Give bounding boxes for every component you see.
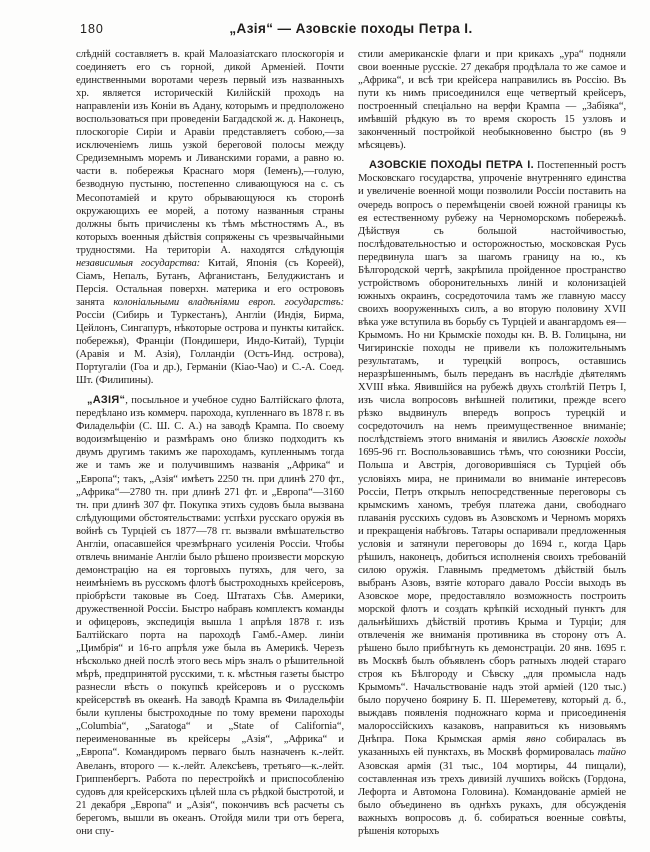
entry-heading: „АЗІЯ“ xyxy=(87,394,126,407)
entry-heading: АЗОВСКІЕ ПОХОДЫ ПЕТРА I. xyxy=(369,159,534,172)
text-segment: стили американскіе флаги и при крикахъ „ура“ подняли свои военные русскіе. 27 декабря продѣлала то же самое и „Африка“, и всѣ три крейсера направились въ Россію. Въ пути къ нимъ присоединился еще четвертый крейсеръ, построенный спеціально на верфи Крампа — „Забіяка“, имѣвшій рѣдкую въ то время скорость 15 узловъ и законченный постройкой необыкновенно быстро (въ 9 мѣсяцевъ). xyxy=(358,49,626,152)
page-number: 180 xyxy=(80,22,104,36)
left-column xyxy=(76,48,344,838)
text-segment: Азовскіе походы xyxy=(552,434,626,446)
right-column xyxy=(358,48,626,838)
text-segment: явно xyxy=(526,734,546,746)
text-columns xyxy=(76,48,626,838)
text-segment: тайно xyxy=(597,747,626,759)
text-segment: 1695-96 гг. Воспользовавшись тѣмъ, что союзники Россіи, Польша и Австрія, договорившіяся съ Турціей объ условіяхъ мира, не принимали во вниманіе интересовъ Россіи, Петръ открылъ непосредственные переговоры съ крымскимъ ханомъ, требуя платежа дани, свободнаго плаванія русскихъ судовъ въ Азовскомъ и Черномъ моряхъ и прекращенія набѣговъ. Татары оспаривали предложенныя условія и затянули переговоры до 1694 г., когда Царь рѣшилъ, наконецъ, добиться исполненія своихъ требованій силою оружія. Главнымъ предметомъ дѣйствій былъ выбранъ Азовъ, взятіе котораго давало Россіи выходъ въ Азовское море, предоставляло возможность построить морской флотъ и создать крѣпкій исходный пунктъ для дальнѣйшихъ дѣйствій противъ Крыма и Турціи; для отвлеченія же вниманія противника въ сторону отъ А. рѣшено было прибѣгнуть къ демонстраціи. 20 янв. 1695 г. въ Москвѣ былъ объявленъ сборъ ратныхъ людей стараго строя къ Бѣлгороду и Сѣвску „для промысла надъ Крымомъ“. Начальствованіе надъ этой арміей (120 тыс.) было поручено боярину Б. П. Шереметеву, который д. б., выждавъ появленія подножнаго корма и присоединенія малороссійскихъ казаковъ, направиться къ низовьямъ Днѣпра. Пока Крымская армія xyxy=(358,447,626,746)
entry-azia-geography-continuation xyxy=(76,48,344,387)
page-header xyxy=(76,20,626,44)
text-segment: независимыя государства: xyxy=(76,257,201,269)
entry-azia-ship-continuation xyxy=(358,48,626,152)
text-segment: Россіи (Сибирь и Туркестанъ), Англіи (Индія, Бирма, Цейлонъ, Сингапуръ, нѣкоторые острова и пункты китайск. побережья), Франціи (Пондишери, Индо-Китай), Турціи (Аравія и М. Азія), Голландіи (Остъ-Инд. острова), Португаліи (Гоа и др.), Германіи (Кіао-Чао) и С.-А. Соед. Шт. (Филипины). xyxy=(76,309,344,387)
text-segment: , посыльное и учебное судно Балтійскаго флота, передѣлано изъ коммерч. парохода, купленнаго въ 1878 г. въ Филадельфіи (С. Ш. С. А.) на заводѣ Крампа. По своему водоизмѣщенію и размѣрамъ оно близко подходитъ къ двумъ другимъ такимъ же пароходамъ, купленнымъ тогда же и тамъ же и получившимъ названія „Африка“ и „Европа“; такъ, „Азія“ имѣетъ 2250 тн. при длинѣ 270 фт., „Африка“—2780 тн. при длинѣ 271 фт. и „Европа“—3160 тн. при длинѣ 307 фт. Покупка этихъ судовъ была вызвана слѣдующими обстоятельствами: успѣхи русскаго оружія въ войнѣ съ Турціей съ 1877—78 гг. вызвали вмѣшательство Англіи, опасавшейся чрезмѣрнаго усиленія Россіи. Чтобы отвлечь вниманіе Англіи было рѣшено произвести морскую демонстрацію на ея торговыхъ путяхъ, для чего, за неимѣніемъ въ русскомъ флотѣ быстроходныхъ крейсеровъ, пріобрѣсти таковые въ Соед. Штатахъ Сѣв. Америки, дружественной Россіи. Быстро набравъ комплектъ команды и офицеровъ, экспедиція вышла 1 апрѣля 1878 г. изъ Балтійскаго порта на пароходѣ Гамб.-Амер. линіи „Цимбрія“ и 16-го апрѣля уже была въ Америкѣ. Черезъ нѣсколько дней послѣ этого весь міръ зналъ о рѣшительной мѣрѣ, предпринятой русскими, т. к. мѣстныя газеты быстро разнесли вѣсть о покупкѣ крейсеровъ и о русскомъ крейсерствѣ въ океанѣ. На заводѣ Крампа въ Филадельфіи были куплены быстроходные по тому времени пароходы „Columbia“, „Saratoga“ и „State of California“, переименованные въ крейсеры „Азія“, „Африка“ и „Европа“. Командиромъ перваго былъ назначенъ к.-лейт. Авеланъ, второго — к.-лейт. Алексѣевъ, третьяго—к.-лейт. Гриппенбергъ. Работа по перестройкѣ и приспособленію судовъ для крейсерскихъ цѣлей шла съ рѣдкой быстротой, и 21 декабря „Европа“ и „Азія“, покончивъ всѣ расчеты съ берегомъ, вышли въ океанъ. Отойдя мили три отъ берега, они спу- xyxy=(76,395,344,837)
running-title: „Азія“ — Азовскіе походы Петра I. xyxy=(229,21,473,36)
entry-azov-campaigns xyxy=(358,159,626,837)
text-segment: Постепенный ростъ Московскаго государства, упроченіе внутренняго единства и увеличеніе военной мощи позволили Россіи поставить на очередь вопросъ о перемѣщеніи своей южной границы къ ея естественному рубежу на Черноморскомъ побережьѣ. Дѣйствуя съ большой настойчивостью, послѣдовательностью и осторожностью, московская Русь передвинула шагъ за шагомъ границу на ю., къ Бѣлгородской чертѣ, закрѣпила пройденное пространство устройствомъ оборонительныхъ линій и колонизаціей южныхъ окраинъ, сосредоточила тамъ же главную массу своихъ вооруженныхъ силъ, а во вторую половину XVII вѣка уже вступила въ борьбу съ Турціей и авангардомъ ея—Крымомъ. Но ни Крымскіе походы кн. В. В. Голицына, ни Чигиринскіе походы не привели къ положительнымъ результатамъ, и турецкій вопросъ, оставшись неразрѣшеннымъ, былъ переданъ въ наслѣдіе дѣятелямъ XVIII вѣка. Явившійся на рубежѣ двухъ столѣтій Петръ I, изъ числа вопросовъ внѣшней политики, прежде всего рѣзко выдвинулъ впередъ вопросъ турецкій и сосредоточилъ на немъ преимущественное вниманіе; послѣдствіемъ этого вниманія и явились xyxy=(358,160,626,446)
text-segment: собиралась въ указанныхъ ей пунктахъ, въ Москвѣ формировалась xyxy=(358,734,627,759)
text-segment: Китай, Японія (съ Кореей), Сіамъ, Непалъ, Бутанъ, Афганистанъ, Белуджистанъ и Персія. Остальная поверхн. материка и его острововъ занята xyxy=(76,257,344,308)
text-segment: Азовская армія (31 тыс., 104 мортиры, 44 пищали), составленная изъ трехъ дивизій лучшихъ войскъ (Гордона, Лефорта и Автомона Головина). Командованіе арміей не было объединено въ однѣхъ рукахъ, для обсужденія важныхъ вопросовъ д. б. собираться военные совѣты, рѣшенія которыхъ xyxy=(358,760,626,837)
entry-azia-ship xyxy=(76,394,344,838)
text-segment: колоніальными владѣніями европ. государствъ: xyxy=(113,296,344,308)
text-segment: слѣдній составляетъ в. край Малоазіатскаго плоскогорія и соединяетъ его съ горной, дикой Арменіей. Почти единственными воротами черезъ первый изъ названныхъ хр. является историческій Килійскій проходъ на направленіи изъ Коніи въ Адану, которымъ и предположено воспользоваться при проведеніи Багдадской ж. д. Наконецъ, плоскогоріе Сиріи и Аравіи представляетъ собою,—за исключеніемъ лишь узкой береговой полосы между Средиземнымъ моремъ и Ливанскими горами, а равно ю. части в. побережья Краснаго моря (Іеменъ),—голую, безводную пустыню, постепенно сливающуюся на с. съ Месопотаміей и круто обрывающуюся къ сторонѣ окружающихъ ее морей, а потому названныя страны должны быть причислены къ тѣмъ мѣстностямъ А., въ которыхъ военныя дѣйствія сопряжены съ чрезвычайными трудностями. На територіи А. находятся слѣдующія xyxy=(76,49,344,256)
